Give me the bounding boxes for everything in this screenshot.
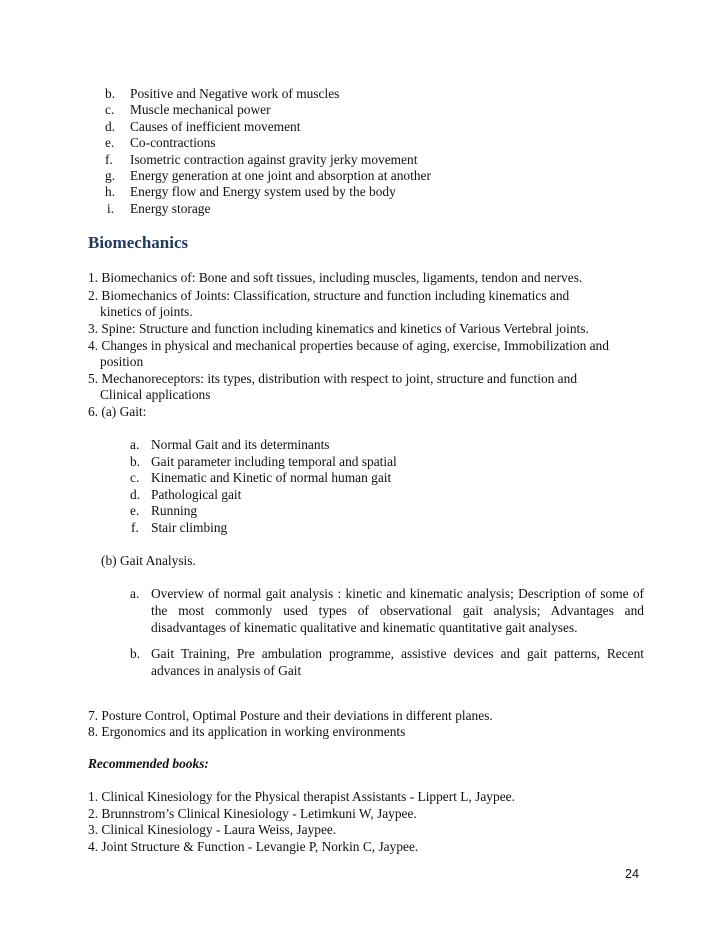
list-label: d.: [105, 119, 116, 134]
list-item: Stair climbing: [151, 520, 228, 535]
numbered-item: 2. Biomechanics of Joints: Classification, structure and function including kinematics and: [88, 288, 570, 303]
list-item: Causes of inefficient movement: [130, 119, 301, 134]
list-item: Running: [151, 503, 198, 518]
list-item: Isometric contraction against gravity jerky movement: [130, 152, 418, 167]
list-label: b.: [105, 86, 116, 101]
list-item: Normal Gait and its determinants: [151, 437, 330, 452]
book-item: 3. Clinical Kinesiology - Laura Weiss, Jaypee.: [88, 822, 337, 837]
subsection-title: (b) Gait Analysis.: [101, 553, 196, 568]
list-label: c.: [105, 102, 115, 117]
section-heading: Biomechanics: [88, 233, 189, 252]
list-label: c.: [130, 470, 140, 485]
list-label: a.: [130, 437, 140, 452]
book-item: 1. Clinical Kinesiology for the Physical therapist Assistants - Lippert L, Jaypee.: [88, 789, 515, 804]
page-number: 24: [625, 867, 639, 881]
list-label: f.: [131, 520, 139, 535]
numbered-item-continued: position: [100, 354, 144, 369]
book-item: 2. Brunnstrom’s Clinical Kinesiology - Letimkuni W, Jaypee.: [88, 806, 417, 821]
list-label: e.: [105, 135, 115, 150]
numbered-item: 1. Biomechanics of: Bone and soft tissues, including muscles, ligaments, tendon and nerves.: [88, 270, 583, 285]
numbered-item: 8. Ergonomics and its application in working environments: [88, 724, 406, 739]
list-item: Pathological gait: [151, 487, 242, 502]
list-label: b.: [130, 646, 141, 661]
list-label: b.: [130, 454, 141, 469]
list-label: f.: [105, 152, 113, 167]
numbered-item-continued: kinetics of joints.: [100, 304, 193, 319]
list-label: i.: [107, 201, 115, 216]
list-label: g.: [105, 168, 116, 183]
numbered-item: 6. (a) Gait:: [88, 404, 147, 419]
numbered-item: 5. Mechanoreceptors: its types, distribution with respect to joint, structure and function and: [88, 371, 578, 386]
list-item: Muscle mechanical power: [130, 102, 271, 117]
list-item: Energy storage: [130, 201, 211, 216]
list-item-paragraph: Gait Training, Pre ambulation programme, assistive devices and gait patterns, Recent advances in analysis of Gait: [151, 646, 644, 678]
numbered-item: 4. Changes in physical and mechanical properties because of aging, exercise, Immobilization and: [88, 338, 609, 353]
numbered-item-continued: Clinical applications: [100, 387, 211, 402]
list-item-paragraph: Overview of normal gait analysis : kinetic and kinematic analysis; Description of some of the most commonly used types of observational gait analysis; Advantages and disadvantages of kinematic qualitative and kinematic quantitative gait analyses.: [151, 586, 644, 635]
numbered-item: 7. Posture Control, Optimal Posture and their deviations in different planes.: [88, 708, 493, 723]
list-label: e.: [130, 503, 140, 518]
list-item: Co-contractions: [130, 135, 216, 150]
list-label: a.: [130, 586, 140, 601]
list-item: Energy generation at one joint and absorption at another: [130, 168, 431, 183]
numbered-item: 3. Spine: Structure and function including kinematics and kinetics of Various Vertebral joints.: [88, 321, 589, 336]
recommended-books-title: Recommended books:: [88, 756, 209, 771]
list-item: Gait parameter including temporal and spatial: [151, 454, 397, 469]
list-item: Kinematic and Kinetic of normal human gait: [151, 470, 392, 485]
book-item: 4. Joint Structure & Function - Levangie P, Norkin C, Jaypee.: [88, 839, 419, 854]
list-label: d.: [130, 487, 141, 502]
list-item: Energy flow and Energy system used by the body: [130, 184, 396, 199]
list-item: Positive and Negative work of muscles: [130, 86, 340, 101]
list-label: h.: [105, 184, 116, 199]
